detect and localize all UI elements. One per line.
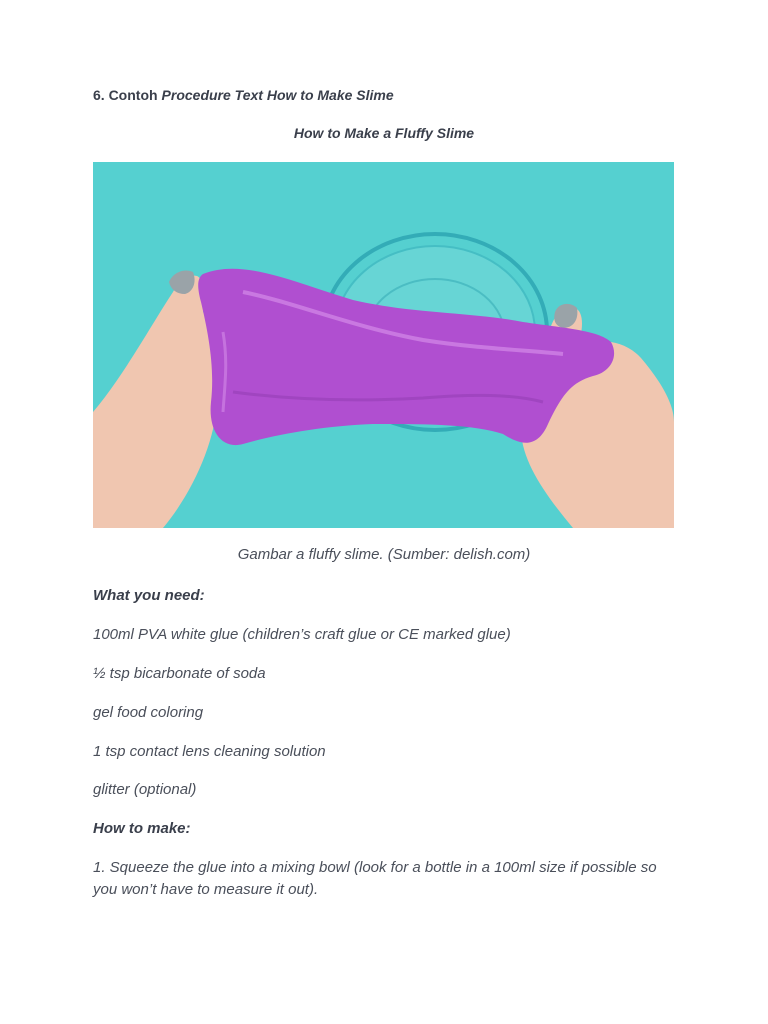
needs-label: What you need: xyxy=(93,587,205,604)
section-number: 6. Contoh xyxy=(93,87,158,103)
section-title: Procedure Text How to Make Slime xyxy=(161,87,394,103)
slime-photo xyxy=(93,162,674,528)
needs-item: 100ml PVA white glue (children’s craft glue or CE marked glue) xyxy=(93,626,511,643)
how-step: 1. Squeeze the glue into a mixing bowl (look for a bottle in a 100ml size if possible so you won’t have to measure it out). xyxy=(93,859,657,898)
needs-item: gel food coloring xyxy=(93,704,204,721)
section-heading xyxy=(93,87,394,103)
document-subtitle: How to Make a Fluffy Slime xyxy=(293,125,475,141)
needs-item: ½ tsp bicarbonate of soda xyxy=(93,665,266,682)
slime-illustration xyxy=(93,162,674,528)
needs-item: 1 tsp contact lens cleaning solution xyxy=(93,743,326,760)
image-caption: Gambar a fluffy slime. (Sumber: delish.com) xyxy=(237,546,531,563)
needs-item: glitter (optional) xyxy=(93,781,197,798)
how-label: How to make: xyxy=(93,820,191,837)
